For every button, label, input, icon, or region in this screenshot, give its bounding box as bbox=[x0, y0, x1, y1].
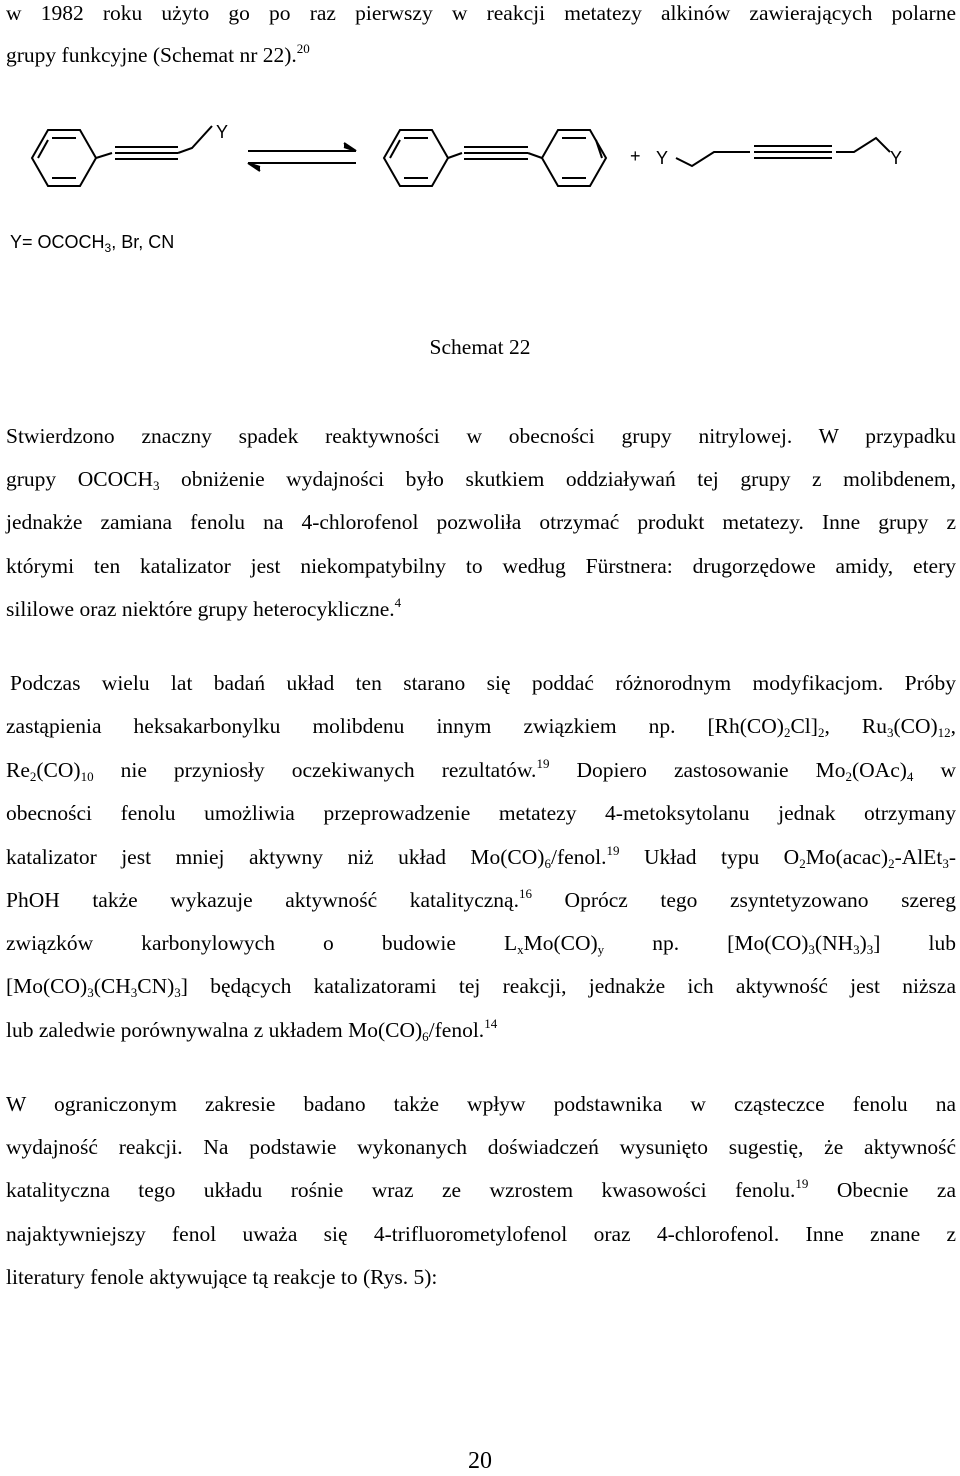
citation: 19 bbox=[606, 843, 620, 858]
benzene-ring bbox=[542, 130, 606, 186]
citation: 19 bbox=[795, 1176, 809, 1191]
intro-line-1: w 1982 roku użyto go po raz pierwszy w reakcji metatezy alkinów zawierających polarne bbox=[6, 1, 956, 25]
substituent-definition: $Y= OCOCH_3$, Br, CN bbox=[10, 232, 175, 255]
scheme-caption: Schemat 22 bbox=[429, 335, 531, 359]
paragraph-3-line: katalityczna tego układu rośnie wraz ze wzrostem kwasowości fenolu.$^{19}$ Obecnie za bbox=[6, 1176, 956, 1202]
benzene-ring bbox=[32, 130, 96, 186]
paragraph-3-line: W ograniczonym zakresie badano także wpływ podstawnika w cząsteczce fenolu na bbox=[6, 1092, 956, 1116]
citation: 14 bbox=[484, 1016, 498, 1031]
plus-sign: + bbox=[630, 146, 641, 166]
paragraph-3-line: wydajność reakcji. Na podstawie wykonanych doświadczeń wysunięto sugestię, że aktywność bbox=[6, 1135, 956, 1159]
paragraph-2-line: $Re_2(CO)_{10}$ nie przyniosły oczekiwanych rezultatów.$^{19}$ Dopiero zastosowanie $Mo_2(OAc)_4$ w bbox=[6, 756, 956, 784]
citation: 4 bbox=[394, 595, 402, 610]
paragraph-1-line: Stwierdzono znaczny spadek reaktywności w obecności grupy nitrylowej. W przypadku bbox=[6, 424, 956, 448]
paragraph-2-line: obecności fenolu umożliwia przeprowadzenie metatezy 4-metoksytolanu jednak otrzymany bbox=[6, 801, 956, 825]
citation: 16 bbox=[518, 886, 532, 901]
paragraph-2-line: lub zaledwie porównywalna z układem $Mo(CO)_6/fenol.^{14}$ bbox=[6, 1016, 498, 1044]
intro-line-2: grupy funkcyjne (Schemat nr 22).$^{20}$ bbox=[6, 41, 310, 67]
paragraph-2-line: związków karbonylowych o budowie $L_xMo(CO)_y$ np. $[Mo(CO)_3(NH_3)_3]$ lub bbox=[6, 931, 956, 957]
page-number: 20 bbox=[468, 1448, 492, 1474]
substituent-label: Y bbox=[890, 148, 903, 168]
reaction-scheme bbox=[0, 100, 960, 270]
paragraph-1-line: jednakże zamiana fenolu na 4-chlorofenol pozwoliła otrzymać produkt metatezy. Inne grupy z bbox=[6, 510, 956, 534]
paragraph-3-line: najaktywniejszy fenol uważa się 4-trifluorometylofenol oraz 4-chlorofenol. Inne znane z bbox=[6, 1222, 956, 1246]
paragraph-1-line: sililowe oraz niektóre grupy heterocykliczne.$^4$ bbox=[6, 595, 402, 621]
equilibrium-arrow bbox=[248, 143, 356, 171]
paragraph-2-line: PhOH także wykazuje aktywność katalityczną.$^{16}$ Oprócz tego zsyntetyzowano szereg bbox=[6, 886, 956, 912]
paragraph-2-line: Podczas wielu lat badań układ ten starano się poddać różnorodnym modyfikacjom. Próby bbox=[10, 671, 956, 695]
triple-bond bbox=[115, 147, 178, 159]
paragraph-1-line: grupy $OCOCH_3$ obniżenie wydajności było skutkiem oddziaływań tej grupy z molibdenem, bbox=[6, 467, 956, 493]
paragraph-2-line: $[Mo(CO)_3(CH_3CN)_3]$ będących katalizatorami tej reakcji, jednakże ich aktywność jest niższa bbox=[6, 974, 956, 1000]
paragraph-2-line: zastąpienia heksakarbonylku molibdenu innym związkiem np. $[Rh(CO)_2Cl]_2$, $Ru_3(CO)_{12}$, bbox=[6, 714, 957, 740]
paragraph-3-line: literatury fenole aktywujące tą reakcje to (Rys. 5): bbox=[6, 1265, 438, 1289]
substituent-label: Y bbox=[216, 122, 229, 142]
triple-bond bbox=[754, 146, 832, 158]
triple-bond bbox=[464, 147, 528, 159]
citation: 19 bbox=[536, 756, 550, 771]
substituent-label: Y bbox=[656, 148, 669, 168]
paragraph-2-line: katalizator jest mniej aktywny niż układ $Mo(CO)_6/fenol.^{19}$ Układ typu $O_2Mo(acac)_2-AlEt_3-$ bbox=[6, 843, 957, 871]
benzene-ring bbox=[384, 130, 448, 186]
paragraph-1-line: którymi ten katalizator jest niekompatybilny to według Fürstnera: drugorzędowe amidy, etery bbox=[6, 554, 956, 578]
citation: 20 bbox=[296, 41, 310, 56]
